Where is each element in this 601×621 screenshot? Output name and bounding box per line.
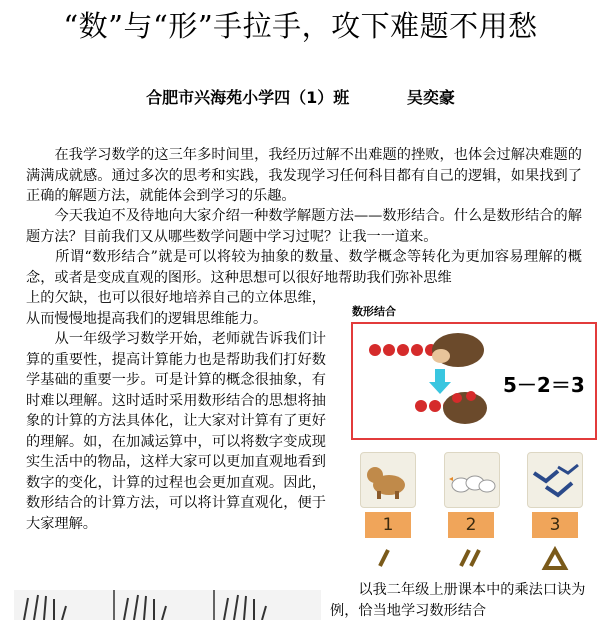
figure-label: 数形结合 bbox=[352, 305, 396, 318]
shape-symbols bbox=[355, 542, 587, 572]
school-name: 合肥市兴海苑小学四（1）班 bbox=[146, 88, 350, 107]
paragraph-definition-cont: 上的欠缺，也可以很好地培养自己的立体思维，从而慢慢地提高我们的逻辑思维能力。 bbox=[26, 290, 326, 327]
figure-hedgehog-box bbox=[351, 322, 597, 440]
paragraph-intro: 在我学习数学的这三年多时间里，我经历过解不出难题的挫败，也体会过解决难题的满满成就感。通过多次的思考和实践，我发现学习任何科目都有自己的逻辑，如果找到了正确的解题方法，就能体会到学习的乐趣。 bbox=[26, 147, 582, 204]
hedgehog-apples-illustration bbox=[353, 324, 493, 434]
subtraction-equation: 5－2＝3 bbox=[503, 373, 585, 397]
card-number-2: 2 bbox=[448, 512, 494, 538]
geese-card bbox=[444, 452, 500, 508]
author-name: 吴奕豪 bbox=[406, 88, 455, 107]
paragraph-method: 今天我迫不及待地向大家介绍一种数学解题方法——数形结合。什么是数形结合的解题方法？目前我们又从哪些数学问题中学习过呢？让我一一道来。 bbox=[26, 208, 582, 245]
paragraph-multiplication: 以我二年级上册课本中的乘法口诀为例，恰当地学习数形结合 bbox=[330, 582, 586, 619]
byline bbox=[0, 85, 601, 108]
card-number-1: 1 bbox=[365, 512, 411, 538]
geese-icon bbox=[445, 453, 499, 507]
triangle-icon bbox=[545, 550, 565, 568]
card-number-3: 3 bbox=[532, 512, 578, 538]
hands-illustration bbox=[14, 590, 321, 620]
dog-card bbox=[360, 452, 416, 508]
counting-cards bbox=[355, 452, 587, 572]
birds-icon bbox=[528, 453, 582, 507]
single-stick-icon bbox=[380, 550, 388, 566]
paragraph-calculation: 从一年级学习数学开始，老师就告诉我们计算的重要性，提高计算能力也是帮助我们打好数学基础的重要一步。可是计算的概念很抽象，有时难以理解。这时适时采用数形结合的思想将抽象的计算的方法具体化，让大家对计算有了更好的理解。如，在加减运算中，可以将数字变成现实生活中的物品，这样大家可以更加直观地看到数字的变化，计算的过程也会更加直观。因此，数形结合的计算方法，可以将计算直观化，便于大家理解。 bbox=[26, 331, 326, 532]
dog-icon bbox=[361, 453, 415, 507]
paragraph-definition: 所谓“数形结合”就是可以将较为抽象的数量、数学概念等转化为更加容易理解的概念，或者是变成直观的图形。这种思想可以很好地帮助我们弥补思维 bbox=[26, 249, 582, 286]
birds-card bbox=[527, 452, 583, 508]
double-stick-icon bbox=[461, 550, 469, 566]
article-title: “数”与“形”手拉手，攻下难题不用愁 bbox=[63, 9, 538, 43]
